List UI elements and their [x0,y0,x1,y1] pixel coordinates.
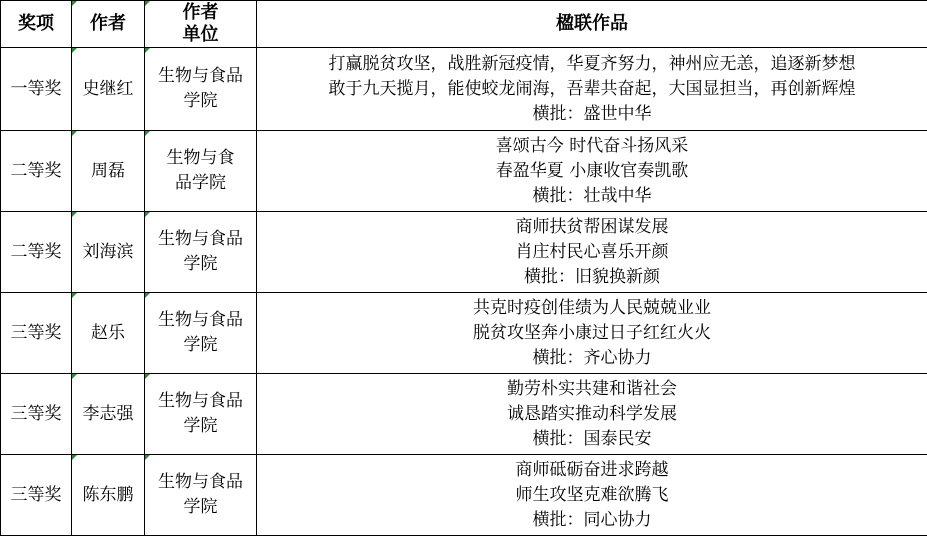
unit-cell [145,48,257,131]
unit-line2: 学院 [183,91,218,111]
award-cell: 三等奖 [1,455,72,536]
unit-line1: 生物与食品 [158,310,243,330]
work-banner: 横批：国泰民安 [532,428,652,449]
work-line: 勤劳朴实共建和谐社会 [507,378,677,399]
header-author: 作者 [72,1,145,48]
work-cell [257,455,927,536]
work-line: 肖庄村民心喜乐开颜 [515,241,669,262]
work-line: 师生攻坚克难欲腾飞 [515,484,669,505]
table-row [1,455,927,536]
unit-line1: 生物与食 [166,148,235,168]
author-cell: 刘海滨 [72,212,145,293]
header-unit-line1: 作者 [182,2,219,23]
work-cell [257,212,927,293]
award-cell: 三等奖 [1,293,72,374]
unit-line1: 生物与食品 [158,391,243,411]
work-line: 春盈华夏 小康收官奏凯歌 [495,160,689,181]
unit-cell [145,131,257,212]
header-award: 奖项 [1,1,72,48]
work-cell [257,374,927,455]
unit-cell [145,374,257,455]
author-cell: 史继红 [72,48,145,131]
work-banner: 横批：旧貌换新颜 [524,266,660,287]
table-row [1,131,927,212]
header-row [1,1,927,48]
table-row [1,374,927,455]
work-line: 商师砥砺奋进求跨越 [515,459,669,480]
unit-line1: 生物与食品 [158,472,243,492]
work-line: 脱贫攻坚奔小康过日子红红火火 [473,322,711,343]
unit-line2: 学院 [183,497,218,517]
work-banner: 横批：同心协力 [532,509,652,530]
work-line: 诚恳踏实推动科学发展 [507,403,677,424]
work-line: 打赢脱贫攻坚，战胜新冠疫情，华夏齐努力，神州应无恙，追逐新梦想 [328,53,856,74]
award-cell: 二等奖 [1,131,72,212]
work-line: 共克时疫创佳绩为人民兢兢业业 [473,297,711,318]
author-cell: 周磊 [72,131,145,212]
header-work: 楹联作品 [257,1,927,48]
author-cell: 陈东鹏 [72,455,145,536]
award-cell: 一等奖 [1,48,72,131]
work-line: 商师扶贫帮困谋发展 [515,216,669,237]
work-cell [257,48,927,131]
unit-line2: 学院 [183,416,218,436]
table-row [1,212,927,293]
header-unit [145,1,257,48]
unit-line2: 学院 [183,254,218,274]
award-cell: 三等奖 [1,374,72,455]
unit-line1: 生物与食品 [158,229,243,249]
unit-cell [145,212,257,293]
work-cell [257,131,927,212]
unit-cell [145,455,257,536]
work-line: 喜颂古今 时代奋斗扬风采 [495,135,689,156]
author-cell: 李志强 [72,374,145,455]
unit-line2: 学院 [183,335,218,355]
unit-line2: 品学院 [175,173,226,193]
award-cell: 二等奖 [1,212,72,293]
table-row [1,293,927,374]
author-cell: 赵乐 [72,293,145,374]
unit-line1: 生物与食品 [158,66,243,86]
work-banner: 横批：齐心协力 [532,347,652,368]
work-line: 敢于九天揽月，能使蛟龙闹海，吾辈共奋起，大国显担当，再创新辉煌 [328,78,856,99]
work-banner: 横批：盛世中华 [532,103,652,124]
unit-cell [145,293,257,374]
work-banner: 横批：壮哉中华 [532,185,652,206]
header-unit-line2: 单位 [182,24,219,45]
table-row [1,48,927,131]
work-cell [257,293,927,374]
